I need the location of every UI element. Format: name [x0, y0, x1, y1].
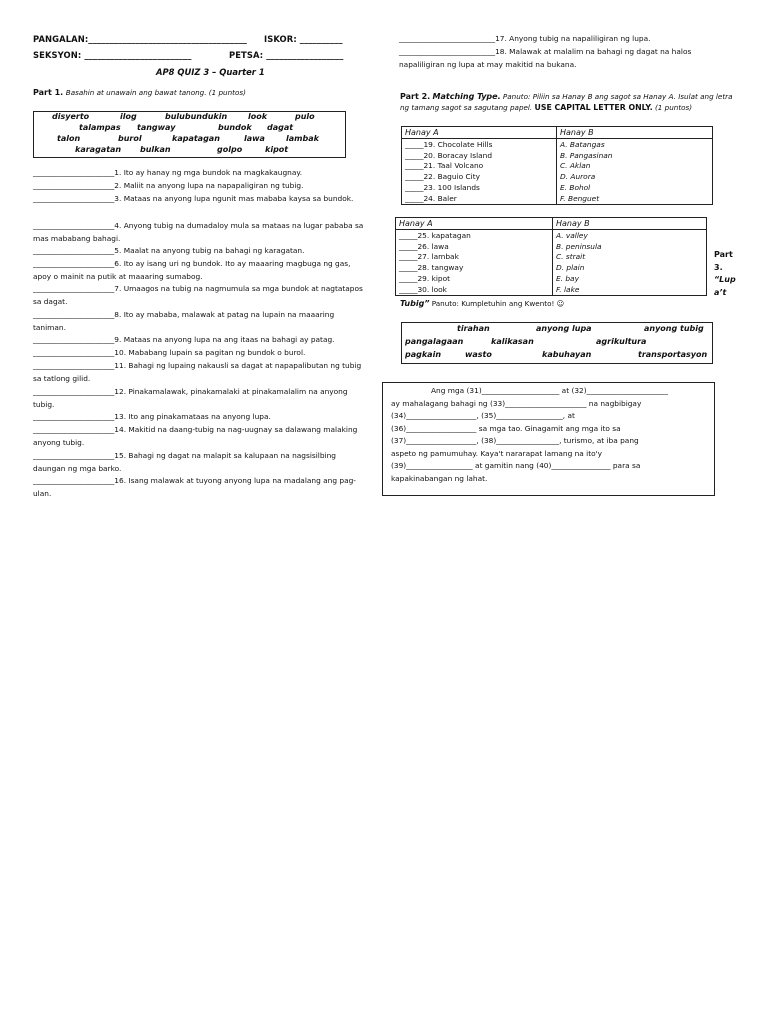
matching-choice: E. bay	[553, 273, 707, 284]
story-line[interactable]: (36)___________________ sa mga tao. Ginagamit ang mga ito sa	[391, 423, 621, 433]
matching-choice: B. Pangasinan	[557, 150, 713, 161]
matching-choice: B. peninsula	[553, 241, 707, 252]
story-line[interactable]: aspeto ng pamumuhay. Kaya't nararapat lamang na ito'y	[391, 448, 603, 458]
matching-item[interactable]: _____21. Taal Volcano	[402, 161, 557, 172]
question-item[interactable]: ______________________7. Umaagos na tubig na nagmumula sa mga bundok at nagtatapos sa dagat.	[33, 284, 363, 306]
question-item[interactable]: ______________________13. Ito ang pinakamataas na anyong lupa.	[33, 412, 271, 421]
question-item[interactable]: __________________________18. Malawak at malalim na bahagi ng dagat na halos napaliligiran ng lupa at may makitid na bukana.	[399, 47, 692, 69]
part3-label-line: a’t	[714, 287, 727, 297]
word-bank-item: anyong lupa	[536, 324, 592, 333]
word-bank-item: golpo	[217, 145, 243, 154]
word-bank-item: bulubundukin	[165, 112, 228, 121]
matching-item[interactable]: _____28. tangway	[396, 262, 553, 273]
word-bank-item: pulo	[295, 112, 315, 121]
part3-label-line: Part	[714, 250, 733, 259]
word-bank-item: tangway	[137, 123, 176, 132]
word-bank-item: bulkan	[140, 145, 171, 154]
part3-side-label	[714, 249, 736, 299]
word-bank-item: kipot	[265, 145, 289, 154]
question-item[interactable]: ______________________11. Bahagi ng lupaing nakausli sa dagat at napapalibutan ng tubig sa tatlong gilid.	[33, 361, 362, 383]
word-bank-item: kalikasan	[491, 337, 534, 346]
word-bank-item: disyerto	[52, 112, 90, 121]
matching-item[interactable]: _____25. kapatagan	[396, 230, 553, 241]
score-field[interactable]: ISKOR: __________	[264, 34, 343, 44]
matching-choice: F. lake	[553, 284, 707, 295]
matching-item[interactable]: _____24. Baler	[402, 193, 557, 204]
part2-points: (1 puntos)	[654, 102, 693, 112]
question-item[interactable]: ______________________5. Maalat na anyong tubig na bahagi ng karagatan.	[33, 246, 305, 255]
word-bank-item: wasto	[465, 350, 492, 359]
word-bank-item: burol	[118, 134, 142, 143]
part3-instruction: Panuto: Kumpletuhin ang Kwento! ☺	[431, 299, 565, 308]
question-item[interactable]: ______________________12. Pinakamalawak, pinakamalaki at pinakamalalim na anyong tubig.	[33, 387, 348, 409]
question-item[interactable]: ______________________16. Isang malawak at tuyong anyong lupa na madalang ang pag-ulan.	[33, 476, 356, 498]
matching-choice: E. Bohol	[557, 182, 713, 193]
table2-head-b: Hanay B	[553, 218, 707, 230]
part2-caps-note: USE CAPITAL LETTER ONLY.	[534, 102, 653, 112]
story-line[interactable]: ay mahalagang bahagi ng (33)______________________ na nagbibigay	[391, 398, 642, 408]
story-line[interactable]: (37)___________________, (38)_________________, turismo, at iba pang	[391, 436, 639, 445]
word-bank-item: lambak	[286, 134, 319, 143]
question-item[interactable]: ______________________6. Ito ay isang uri ng bundok. Ito ay maaaring magbuga ng gas, apoy o mainit na putik at maaaring sumabog.	[33, 259, 351, 281]
word-bank-item: lawa	[244, 134, 265, 143]
word-bank-item: ilog	[120, 112, 137, 121]
matching-choice: C. Aklan	[557, 161, 713, 172]
table1-head-a: Hanay A	[402, 127, 557, 139]
part2-label: Part 2.	[400, 92, 431, 101]
question-item[interactable]: ______________________1. Ito ay hanay ng mga bundok na magkakaugnay.	[33, 168, 303, 177]
part2-heading	[400, 92, 738, 113]
word-bank-item: karagatan	[75, 145, 122, 154]
matching-choice: A. Batangas	[557, 139, 713, 150]
word-bank-item: kapatagan	[172, 134, 220, 143]
question-item[interactable]: ______________________4. Anyong tubig na dumadaloy mula sa mataas na lugar pababa sa mas mababang bahagi.	[33, 221, 364, 243]
question-item[interactable]: ______________________8. Ito ay mababa, malawak at patag na lupain na maaaring taniman.	[33, 310, 335, 332]
story-line[interactable]: (39)__________________ at gamitin nang (40)________________ para sa	[391, 461, 641, 470]
matching-item[interactable]: _____30. look	[396, 284, 553, 295]
word-bank-item: tirahan	[457, 324, 490, 333]
word-bank-item: bundok	[218, 123, 252, 132]
question-item[interactable]: ______________________10. Mababang lupain sa pagitan ng bundok o burol.	[33, 348, 306, 357]
matching-table-1	[401, 126, 713, 205]
matching-choice: D. plain	[553, 262, 707, 273]
question-item[interactable]: ______________________15. Bahagi ng dagat na malapit sa kalupaan na nagsisilbing daungan ng mga barko.	[33, 451, 336, 473]
word-bank-item: agrikultura	[596, 337, 647, 346]
quiz-title: AP8 QUIZ 3 – Quarter 1	[156, 67, 265, 77]
matching-choice: A. valley	[553, 230, 707, 241]
matching-table-2	[395, 217, 707, 296]
matching-item[interactable]: _____20. Boracay Island	[402, 150, 557, 161]
story-line[interactable]: (34)___________________, (35)__________________, at	[391, 411, 575, 420]
question-item[interactable]: ______________________9. Mataas na anyong lupa na ang itaas na bahagi ay patag.	[33, 335, 335, 344]
story-fill-in-box[interactable]	[382, 382, 715, 496]
word-bank-item: dagat	[267, 123, 294, 132]
part1-instruction: Basahin at unawain ang bawat tanong. (1 puntos)	[65, 88, 246, 97]
word-bank-item: talon	[57, 134, 81, 143]
matching-choice: D. Aurora	[557, 171, 713, 182]
word-bank-item: anyong tubig	[644, 324, 704, 333]
part2-instruction: Panuto: Piliin sa Hanay B ang sagot sa Hanay A. Isulat ang letra ng tamang sagot sa sagutang papel.	[400, 92, 733, 112]
part3-heading	[400, 299, 564, 308]
section-field[interactable]: SEKSYON: _________________________	[33, 50, 192, 60]
matching-item[interactable]: _____22. Baguio City	[402, 171, 557, 182]
question-item[interactable]: ______________________3. Mataas na anyong lupa ngunit mas mababa kaysa sa bundok.	[33, 194, 354, 203]
date-field[interactable]: PETSA: __________________	[229, 50, 344, 60]
part1-heading	[33, 88, 246, 97]
part3-word-bank	[401, 322, 713, 364]
part3-tubig: Tubig”	[400, 299, 430, 308]
matching-choice: C. strait	[553, 252, 707, 263]
part1-word-bank	[33, 111, 346, 158]
table2-head-a: Hanay A	[396, 218, 553, 230]
word-bank-item: pagkain	[405, 350, 442, 359]
word-bank-item: transportasyon	[638, 350, 708, 359]
matching-item[interactable]: _____29. kipot	[396, 273, 553, 284]
part2-type: Matching Type.	[432, 92, 501, 101]
part3-label-line: 3.	[714, 262, 723, 272]
name-field[interactable]: PANGALAN:_____________________________________	[33, 34, 247, 44]
story-line[interactable]: kapakinabangan ng lahat.	[391, 473, 488, 483]
word-bank-item: talampas	[79, 123, 121, 132]
table1-head-b: Hanay B	[557, 127, 713, 139]
word-bank-item: pangalagaan	[405, 337, 464, 346]
part3-label-line: “Lup	[714, 275, 736, 284]
question-item[interactable]: ______________________2. Maliit na anyong lupa na napapaligiran ng tubig.	[33, 181, 304, 190]
matching-item[interactable]: _____19. Chocolate Hills	[402, 139, 557, 150]
word-bank-item: look	[248, 112, 268, 121]
story-line[interactable]: Ang mga (31)_____________________ at (32)______________________	[431, 386, 668, 395]
matching-item[interactable]: _____27. lambak	[396, 252, 553, 263]
matching-item[interactable]: _____26. lawa	[396, 241, 553, 252]
matching-choice: F. Benguet	[557, 193, 713, 204]
matching-item[interactable]: _____23. 100 Islands	[402, 182, 557, 193]
part1-label: Part 1.	[33, 88, 64, 97]
word-bank-item: kabuhayan	[542, 350, 592, 359]
question-item[interactable]: __________________________17. Anyong tubig na napaliligiran ng lupa.	[399, 34, 651, 43]
question-item[interactable]: ______________________14. Makitid na daang-tubig na nag-uugnay sa dalawang malaking anyong tubig.	[33, 425, 358, 447]
